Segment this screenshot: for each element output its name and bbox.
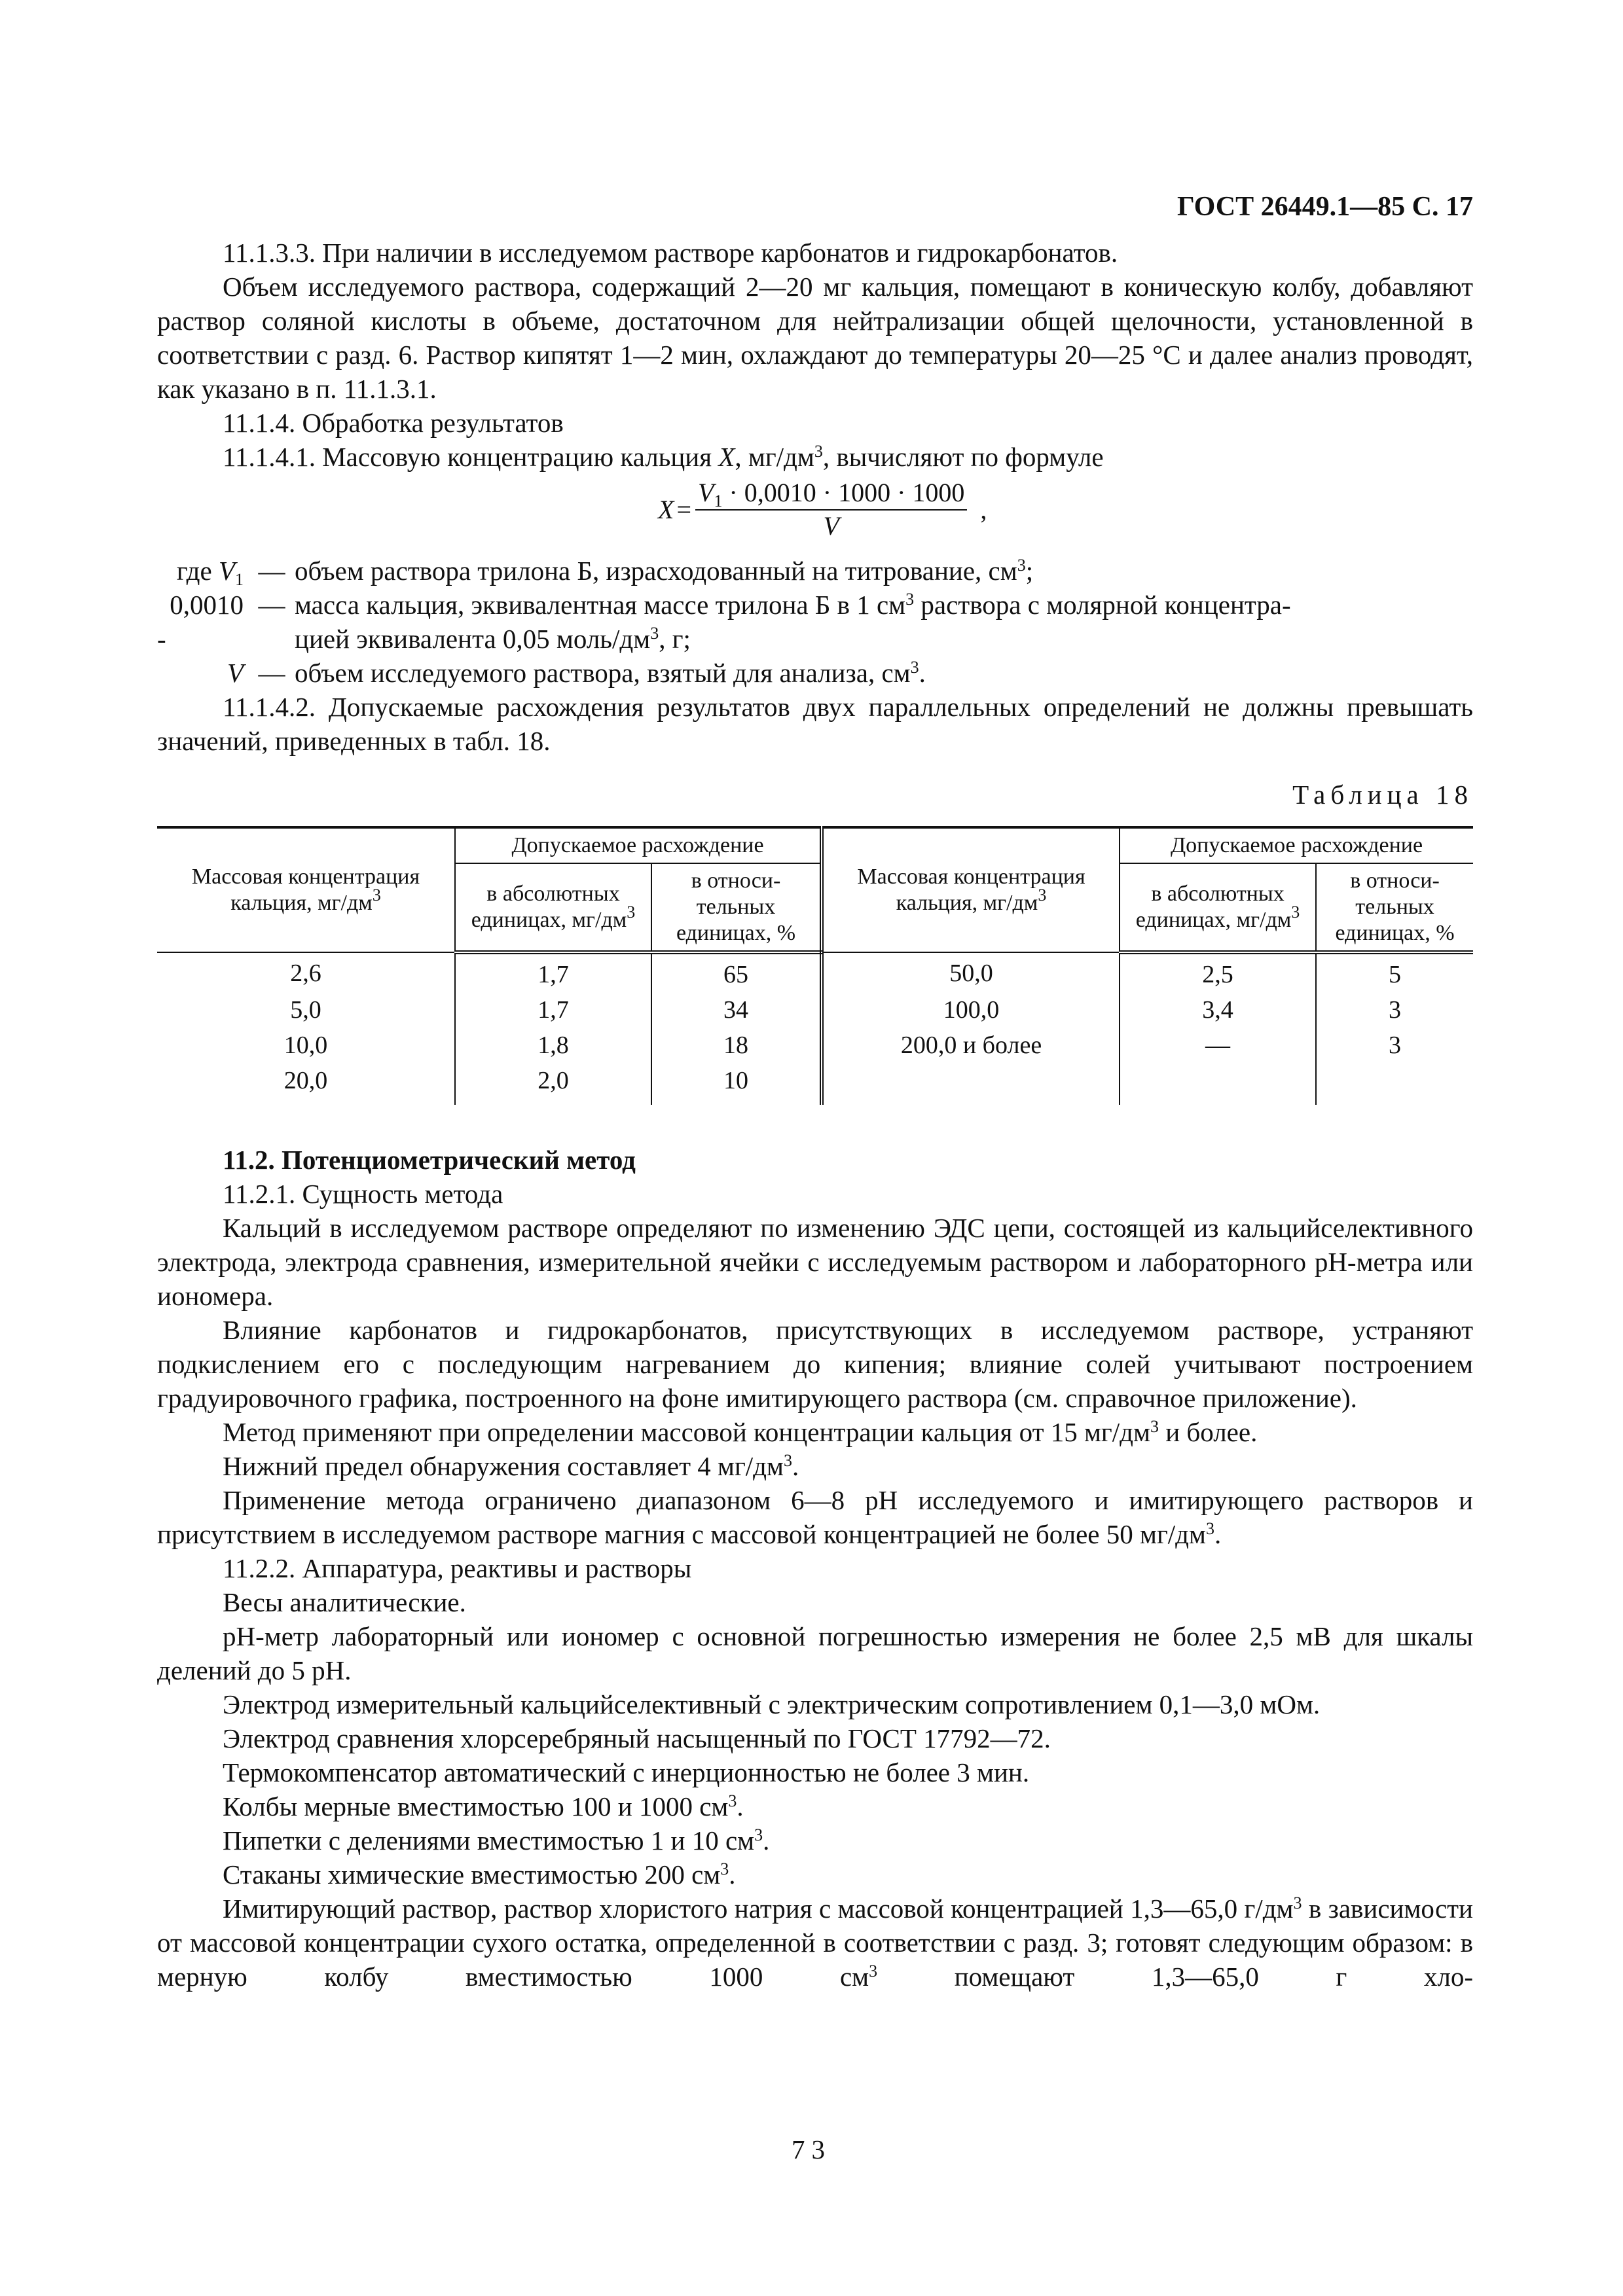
col-header-group: Допускаемое расхождение: [1120, 827, 1473, 863]
table-cell: 50,0: [822, 952, 1120, 990]
where-key-prefix: -: [157, 624, 166, 654]
sup: 3: [1205, 1519, 1214, 1538]
table-cell: 200,0 и более: [822, 1025, 1120, 1060]
table-cell: 100,0: [822, 990, 1120, 1025]
text: Метод применяют при определении массовой концентрации кальция от 15 мг/дм: [223, 1417, 1150, 1447]
formula-numerator: [695, 478, 967, 511]
sup: 3: [905, 590, 915, 609]
paragraph-item: Электрод сравнения хлорсеребряный насыщенный по ГОСТ 17792—72.: [223, 1723, 1051, 1753]
paragraph-11-1-3-3: 11.1.3.3. При наличии в исследуемом растворе карбонатов и гидрокарбонатов.: [223, 238, 1118, 268]
num-rest: · 0,0010 · 1000 · 1000: [722, 478, 965, 507]
where-value: [295, 554, 1473, 588]
paragraph-item: [157, 1823, 1473, 1857]
paragraph-item: [157, 1789, 1473, 1823]
header-text: в абсолютных единицах, мг/дм: [1135, 882, 1292, 932]
paragraph-11-1-4-1: [157, 440, 1473, 474]
den-var: V: [823, 511, 839, 541]
text: 11.1.4.1. Массовую концентрацию кальция: [223, 442, 712, 472]
sup: 3: [1150, 1417, 1159, 1436]
sup: 3: [814, 442, 823, 461]
paragraph-item: Термокомпенсатор автоматический с инерционностью не более 3 мин.: [223, 1757, 1030, 1787]
table-cell: 18: [651, 1025, 822, 1060]
paragraph-11-2-2: 11.2.2. Аппаратура, реактивы и растворы: [223, 1553, 692, 1583]
col-header-absolute: [1120, 863, 1316, 952]
paragraph-detection-limit: [157, 1449, 1473, 1483]
num-sub: 1: [714, 492, 723, 511]
table-cell: [1316, 1060, 1473, 1105]
paragraph-11-1-4: 11.1.4. Обработка результатов: [223, 408, 564, 438]
formula-block: [157, 474, 1473, 554]
text: .: [729, 1859, 736, 1890]
where-key-sub: 1: [235, 570, 244, 589]
table-cell: [1120, 1060, 1316, 1105]
text: , вычисляют по формуле: [822, 442, 1104, 472]
table-cell: 3: [1316, 990, 1473, 1025]
text: Нижний предел обнаружения составляет 4 мг/дм: [223, 1451, 784, 1481]
where-text: объем исследуемого раствора, взятый для анализа, см: [295, 658, 911, 688]
page-number: 73: [792, 2134, 831, 2164]
table-cell: —: [1120, 1025, 1316, 1060]
text: в зависимости от массовой концентрации сухого остатка, определенной в соответствии с разд. 3; готовят следующим образом: в мерную колбу вместимостью 1000 см: [157, 1893, 1473, 1992]
table-cell: 5: [1316, 952, 1473, 990]
paragraph-item: Весы аналитические.: [223, 1587, 466, 1617]
table-row: [157, 952, 1473, 990]
where-tail: , г;: [659, 624, 691, 654]
col-header-group: Допускаемое расхождение: [455, 827, 822, 863]
header-text: в абсолютных единицах, мг/дм: [471, 882, 627, 932]
table-cell: 5,0: [157, 990, 455, 1025]
sup: 3: [720, 1859, 729, 1878]
where-key-prefix: где: [176, 556, 219, 586]
table-cell: 1,8: [455, 1025, 651, 1060]
paragraph-limitations: [157, 1483, 1473, 1551]
paragraph-interference: Влияние карбонатов и гидрокарбонатов, присутствующих в исследуемом растворе, устраняют подкислением его с последующим нагреванием до кипения; влияние солей учитывают построением градуировочного графика, построенного на фоне имитирующего раствора (см. справочное приложение).: [157, 1315, 1473, 1413]
where-text: масса кальция, эквивалентная массе трилона Б в 1 см: [295, 590, 906, 620]
col-header-relative: в относи- тельных единицах, %: [651, 863, 822, 952]
table-cell: 10,0: [157, 1025, 455, 1060]
formula: [658, 478, 987, 542]
table-cell: 2,5: [1120, 952, 1316, 990]
where-key-var: V: [227, 658, 244, 688]
text: Стаканы химические вместимостью 200 см: [223, 1859, 721, 1890]
where-key: [157, 588, 249, 622]
paragraph-item: Электрод измерительный кальцийселективный с электрическим сопротивлением 0,1—3,0 мОм.: [223, 1689, 1321, 1719]
sup: 3: [627, 903, 636, 922]
section-title: 11.2. Потенциометрический метод: [223, 1145, 636, 1175]
table-caption: Таблица 18: [1292, 780, 1473, 810]
where-tail: ;: [1025, 556, 1034, 586]
paragraph-simulating-solution: [157, 1892, 1473, 1994]
paragraph-range: [157, 1415, 1473, 1449]
text: Имитирующий раствор, раствор хлористого натрия с массовой концентрацией 1,3—65,0 г/дм: [223, 1893, 1294, 1924]
text: .: [792, 1451, 799, 1481]
where-key: [157, 622, 249, 656]
where-value: [295, 656, 1473, 690]
sup: 3: [1017, 556, 1026, 575]
where-key-var: V: [218, 556, 235, 586]
text: .: [737, 1791, 744, 1821]
sup: 3: [754, 1825, 763, 1844]
where-list: [157, 554, 1473, 690]
table-cell: 2,6: [157, 952, 455, 990]
header-text: Массовая концентрация кальция, мг/дм: [191, 865, 420, 915]
formula-lhs: X: [658, 495, 674, 524]
where-key: [157, 554, 249, 588]
table-cell: 1,7: [455, 952, 651, 990]
col-header-concentration: [822, 827, 1120, 952]
page-header: ГОСТ 26449.1—85 С. 17: [1176, 192, 1473, 222]
table-cell: 10: [651, 1060, 822, 1105]
col-header-relative: в относи- тельных единицах, %: [1316, 863, 1473, 952]
where-key-prefix: 0,0010: [170, 590, 244, 620]
where-text: цией эквивалента 0,05 моль/дм: [295, 624, 651, 654]
text: .: [763, 1825, 770, 1856]
where-dash: [249, 622, 295, 656]
table-row: [157, 1025, 1473, 1060]
paragraph-11-1-4-2: 11.1.4.2. Допускаемые расхождения результатов двух параллельных определений не должны превышать значений, приведенных в табл. 18.: [157, 692, 1473, 756]
where-value: [295, 588, 1473, 622]
sup: 3: [1293, 1893, 1302, 1912]
where-tail: .: [919, 658, 926, 688]
paragraph-item: [157, 1857, 1473, 1892]
paragraph-11-2-1: 11.2.1. Сущность метода: [223, 1179, 503, 1209]
where-dash: —: [258, 658, 285, 688]
text: .: [1214, 1519, 1222, 1549]
sup: 3: [910, 658, 919, 677]
where-text: объем раствора трилона Б, израсходованный на титрование, см: [295, 556, 1017, 586]
table-cell: 20,0: [157, 1060, 455, 1105]
text: Применение метода ограничено диапазоном 6—8 рН исследуемого и имитирующего растворов и присутствием в исследуемом растворе магния с массовой концентрацией не более 50 мг/дм: [157, 1485, 1473, 1549]
num-var: V: [698, 478, 714, 507]
text: помещают 1,3—65,0 г хло-: [877, 1962, 1473, 1992]
table-cell: 3,4: [1120, 990, 1316, 1025]
formula-fraction: [695, 478, 967, 542]
header-text: Массовая концентрация кальция, мг/дм: [857, 865, 1085, 915]
table-18: [157, 826, 1473, 1105]
table-cell: 1,7: [455, 990, 651, 1025]
col-header-absolute: [455, 863, 651, 952]
document-body: [157, 236, 1473, 1994]
text: Колбы мерные вместимостью 100 и 1000 см: [223, 1791, 729, 1821]
paragraph-principle: Кальций в исследуемом растворе определяют по изменению ЭДС цепи, состоящей из кальцийселективного электрода, электрода сравнения, измерительной ячейки с исследуемым раствором и лабораторного рН-метра или иономера.: [157, 1213, 1473, 1311]
sup: 3: [728, 1791, 737, 1810]
where-dash: —: [258, 590, 285, 620]
table-cell: 34: [651, 990, 822, 1025]
table-cell: 2,0: [455, 1060, 651, 1105]
col-header-concentration: [157, 827, 455, 952]
formula-eq: =: [676, 495, 691, 524]
text: и более.: [1158, 1417, 1258, 1447]
where-dash: —: [258, 556, 285, 586]
formula-denominator: [823, 511, 839, 542]
var-x: X: [718, 442, 735, 472]
sup: 3: [1291, 903, 1300, 922]
paragraph-carbonates-procedure: Объем исследуемого раствора, содержащий 2—20 мг кальция, помещают в коническую колбу, добавляют раствор соляной кислоты в объеме, достаточном для нейтрализации общей щелочности, установленной в соответствии с разд. 6. Раствор кипятят 1—2 мин, охлаждают до температуры 20—25 °С и далее анализ проводят, как указано в п. 11.1.3.1.: [157, 272, 1473, 404]
formula-comma: ,: [980, 495, 987, 524]
table-row: [157, 990, 1473, 1025]
where-value: [295, 622, 1473, 656]
text: Пипетки с делениями вместимостью 1 и 10 см: [223, 1825, 755, 1856]
table-cell: [822, 1060, 1120, 1105]
table-cell: 65: [651, 952, 822, 990]
sup: 3: [372, 886, 381, 905]
text: , мг/дм: [735, 442, 814, 472]
table-cell: 3: [1316, 1025, 1473, 1060]
where-tail: раствора с молярной концентра-: [914, 590, 1291, 620]
where-key: [157, 656, 249, 690]
sup: 3: [1038, 886, 1047, 905]
paragraph-item: рН-метр лабораторный или иономер с основной погрешностью измерения не более 2,5 мВ для шкалы делений до 5 рН.: [157, 1621, 1473, 1685]
sup: 3: [650, 624, 659, 643]
sup: 3: [869, 1962, 878, 1981]
sup: 3: [783, 1451, 792, 1470]
table-row: [157, 1060, 1473, 1105]
